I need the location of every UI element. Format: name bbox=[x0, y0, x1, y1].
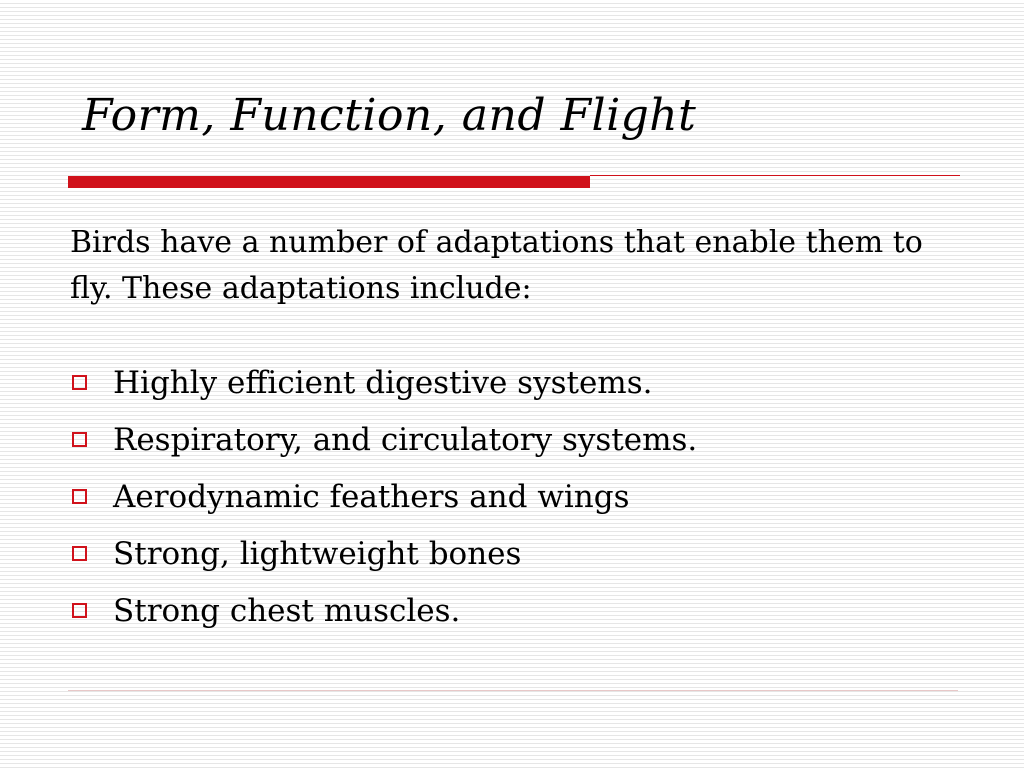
hollow-square-icon bbox=[72, 375, 87, 390]
list-item bbox=[72, 411, 697, 468]
slide-title: Form, Function, and Flight bbox=[82, 90, 697, 141]
hollow-square-icon bbox=[72, 546, 87, 561]
bullet-text: Highly efficient digestive systems. bbox=[113, 364, 653, 401]
hollow-square-icon bbox=[72, 432, 87, 447]
list-item bbox=[72, 354, 697, 411]
hollow-square-icon bbox=[72, 489, 87, 504]
bullet-text: Strong chest muscles. bbox=[113, 592, 461, 629]
bullet-list bbox=[72, 354, 697, 639]
list-item bbox=[72, 468, 697, 525]
intro-paragraph: Birds have a number of adaptations that enable them to fly. These adaptations include: bbox=[70, 225, 923, 306]
list-item bbox=[72, 525, 697, 582]
title-underline-thin bbox=[590, 175, 960, 176]
bullet-text: Aerodynamic feathers and wings bbox=[113, 478, 630, 515]
bullet-text: Strong, lightweight bones bbox=[113, 535, 522, 572]
bullet-text: Respiratory, and circulatory systems. bbox=[113, 421, 698, 458]
footer-divider bbox=[68, 690, 958, 691]
title-underline-thick bbox=[68, 176, 590, 188]
hollow-square-icon bbox=[72, 603, 87, 618]
list-item bbox=[72, 582, 697, 639]
